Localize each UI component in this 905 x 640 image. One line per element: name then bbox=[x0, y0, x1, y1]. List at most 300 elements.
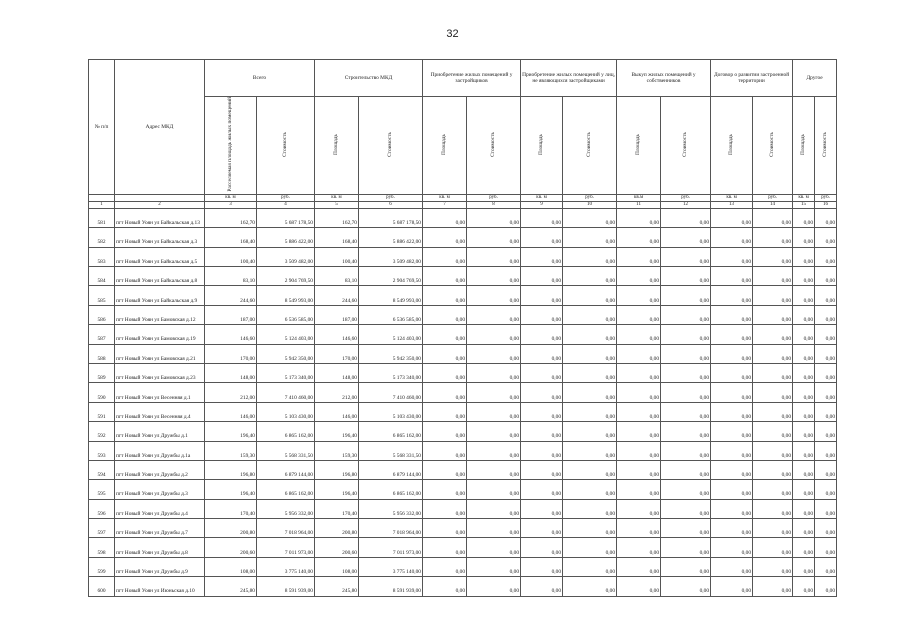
row-value: 0,00 bbox=[423, 247, 467, 266]
row-value: 0,00 bbox=[617, 441, 661, 460]
row-value: 200,80 bbox=[205, 519, 257, 538]
row-value: 6 536 585,00 bbox=[257, 305, 315, 324]
subheader-area bbox=[205, 97, 257, 195]
row-value: 0,00 bbox=[753, 286, 793, 305]
row-value: 212,00 bbox=[205, 383, 257, 402]
row-value: 0,00 bbox=[617, 383, 661, 402]
row-value: 0,00 bbox=[753, 519, 793, 538]
row-address: пгт Новый Уоян ул Байкальская д.8 bbox=[115, 266, 205, 285]
column-number: 4 bbox=[257, 201, 315, 208]
row-value: 0,00 bbox=[617, 519, 661, 538]
table-row bbox=[89, 286, 837, 305]
row-value: 6 879 144,00 bbox=[257, 460, 315, 479]
row-number: 583 bbox=[89, 247, 115, 266]
row-value: 170,00 bbox=[205, 344, 257, 363]
row-value: 0,00 bbox=[563, 499, 617, 518]
row-value: 0,00 bbox=[521, 402, 563, 421]
row-value: 0,00 bbox=[521, 363, 563, 382]
row-address: пгт Новый Уоян ул Дружбы д.4 bbox=[115, 499, 205, 518]
column-number: 3 bbox=[205, 201, 257, 208]
row-address: пгт Новый Уоян ул Бамовская д.12 bbox=[115, 305, 205, 324]
row-value: 0,00 bbox=[711, 499, 753, 518]
row-value: 0,00 bbox=[423, 480, 467, 499]
row-value: 0,00 bbox=[661, 363, 711, 382]
row-value: 0,00 bbox=[617, 344, 661, 363]
row-number: 592 bbox=[89, 422, 115, 441]
row-value: 0,00 bbox=[711, 538, 753, 557]
subheader-label: Площадь bbox=[538, 133, 545, 155]
subheader-cost bbox=[563, 97, 617, 195]
row-value: 0,00 bbox=[753, 460, 793, 479]
row-value: 0,00 bbox=[467, 305, 521, 324]
row-value: 148,00 bbox=[315, 363, 359, 382]
table-row bbox=[89, 519, 837, 538]
row-value: 0,00 bbox=[793, 266, 815, 285]
row-value: 0,00 bbox=[617, 305, 661, 324]
column-number: 8 bbox=[467, 201, 521, 208]
row-value: 0,00 bbox=[815, 480, 837, 499]
row-value: 0,00 bbox=[753, 325, 793, 344]
row-value: 244,60 bbox=[315, 286, 359, 305]
row-value: 8 549 993,00 bbox=[257, 286, 315, 305]
row-value: 170,40 bbox=[315, 499, 359, 518]
row-value: 0,00 bbox=[617, 480, 661, 499]
row-value: 0,00 bbox=[711, 441, 753, 460]
row-value: 0,00 bbox=[815, 402, 837, 421]
group-header-total: Всего bbox=[205, 60, 315, 97]
row-value: 7 410 460,00 bbox=[359, 383, 423, 402]
row-value: 0,00 bbox=[661, 460, 711, 479]
row-value: 0,00 bbox=[753, 208, 793, 227]
row-value: 0,00 bbox=[793, 286, 815, 305]
row-number: 595 bbox=[89, 480, 115, 499]
row-value: 2 904 769,50 bbox=[359, 266, 423, 285]
row-number: 588 bbox=[89, 344, 115, 363]
row-value: 0,00 bbox=[793, 344, 815, 363]
subheader-cost bbox=[359, 97, 423, 195]
row-value: 0,00 bbox=[563, 402, 617, 421]
row-value: 0,00 bbox=[521, 577, 563, 596]
row-value: 196,40 bbox=[205, 480, 257, 499]
row-value: 0,00 bbox=[815, 577, 837, 596]
column-number: 13 bbox=[711, 201, 753, 208]
row-value: 0,00 bbox=[423, 266, 467, 285]
row-value: 0,00 bbox=[793, 460, 815, 479]
table-row bbox=[89, 499, 837, 518]
row-value: 0,00 bbox=[793, 499, 815, 518]
page-number: 32 bbox=[446, 28, 459, 40]
row-address: пгт Новый Уоян ул Дружбы д.1 bbox=[115, 422, 205, 441]
row-value: 0,00 bbox=[467, 519, 521, 538]
row-value: 0,00 bbox=[423, 402, 467, 421]
row-value: 0,00 bbox=[815, 441, 837, 460]
subheader-label: Площадь bbox=[333, 133, 340, 155]
row-value: 5 956 332,00 bbox=[257, 499, 315, 518]
row-value: 200,60 bbox=[315, 538, 359, 557]
row-value: 5 886 422,00 bbox=[257, 228, 315, 247]
row-value: 0,00 bbox=[661, 344, 711, 363]
row-value: 0,00 bbox=[521, 499, 563, 518]
row-value: 146,00 bbox=[315, 402, 359, 421]
row-value: 196,40 bbox=[205, 422, 257, 441]
row-value: 0,00 bbox=[423, 557, 467, 576]
row-value: 0,00 bbox=[753, 363, 793, 382]
row-value: 0,00 bbox=[467, 402, 521, 421]
row-value: 0,00 bbox=[753, 228, 793, 247]
row-value: 0,00 bbox=[467, 577, 521, 596]
subheader-cost bbox=[257, 97, 315, 195]
row-value: 108,00 bbox=[315, 557, 359, 576]
row-value: 0,00 bbox=[521, 286, 563, 305]
row-value: 0,00 bbox=[793, 422, 815, 441]
row-value: 0,00 bbox=[661, 208, 711, 227]
row-value: 7 011 973,00 bbox=[257, 538, 315, 557]
row-value: 5 687 178,50 bbox=[257, 208, 315, 227]
table-row bbox=[89, 344, 837, 363]
row-number: 596 bbox=[89, 499, 115, 518]
subheader-label: Площадь bbox=[800, 133, 807, 155]
row-value: 0,00 bbox=[661, 422, 711, 441]
row-value: 0,00 bbox=[793, 402, 815, 421]
row-value: 5 568 331,50 bbox=[257, 441, 315, 460]
column-number: 12 bbox=[661, 201, 711, 208]
row-number: 584 bbox=[89, 266, 115, 285]
row-value: 0,00 bbox=[563, 441, 617, 460]
row-address: пгт Новый Уоян ул Байкальская д.13 bbox=[115, 208, 205, 227]
row-value: 0,00 bbox=[661, 577, 711, 596]
row-value: 196,80 bbox=[205, 460, 257, 479]
row-value: 200,80 bbox=[315, 519, 359, 538]
row-value: 0,00 bbox=[815, 208, 837, 227]
row-value: 0,00 bbox=[753, 344, 793, 363]
row-address: пгт Новый Уоян ул Дружбы д.1а bbox=[115, 441, 205, 460]
row-number: 589 bbox=[89, 363, 115, 382]
row-value: 0,00 bbox=[815, 247, 837, 266]
row-value: 0,00 bbox=[423, 208, 467, 227]
row-value: 5 124 403,00 bbox=[257, 325, 315, 344]
unit-label: руб. bbox=[257, 194, 315, 201]
row-value: 100,40 bbox=[315, 247, 359, 266]
unit-label: руб. bbox=[661, 194, 711, 201]
row-value: 0,00 bbox=[521, 441, 563, 460]
row-value: 8 549 993,00 bbox=[359, 286, 423, 305]
subheader-cost bbox=[815, 97, 837, 195]
group-header-purchase-non-developers: Приобретение жилых помещений у лиц, не являющихся застройщиками bbox=[521, 60, 617, 97]
row-value: 5 568 331,50 bbox=[359, 441, 423, 460]
subheader-label: Стоимость bbox=[490, 131, 497, 157]
row-value: 0,00 bbox=[521, 480, 563, 499]
row-value: 0,00 bbox=[563, 422, 617, 441]
row-value: 0,00 bbox=[793, 480, 815, 499]
row-value: 0,00 bbox=[711, 286, 753, 305]
row-value: 0,00 bbox=[793, 538, 815, 557]
row-number: 585 bbox=[89, 286, 115, 305]
row-number: 599 bbox=[89, 557, 115, 576]
row-number: 587 bbox=[89, 325, 115, 344]
unit-label: кв. м bbox=[793, 194, 815, 201]
row-value: 0,00 bbox=[711, 422, 753, 441]
row-value: 0,00 bbox=[617, 286, 661, 305]
row-value: 0,00 bbox=[617, 557, 661, 576]
row-value: 0,00 bbox=[423, 344, 467, 363]
subheader-label: Стоимость bbox=[387, 131, 394, 157]
row-value: 0,00 bbox=[815, 325, 837, 344]
row-value: 0,00 bbox=[793, 208, 815, 227]
unit-label: кв. м bbox=[423, 194, 467, 201]
unit-label: кв. м bbox=[315, 194, 359, 201]
column-number: 14 bbox=[753, 201, 793, 208]
row-value: 0,00 bbox=[661, 557, 711, 576]
row-value: 0,00 bbox=[563, 460, 617, 479]
table-row bbox=[89, 422, 837, 441]
row-value: 0,00 bbox=[521, 383, 563, 402]
subheader-label: Площадь bbox=[441, 133, 448, 155]
subheader-label: Стоимость bbox=[682, 131, 689, 157]
resettlement-table bbox=[88, 59, 837, 597]
row-value: 0,00 bbox=[793, 519, 815, 538]
row-value: 0,00 bbox=[467, 441, 521, 460]
row-value: 0,00 bbox=[661, 325, 711, 344]
row-address: пгт Новый Уоян ул Дружбы д.3 bbox=[115, 480, 205, 499]
row-value: 0,00 bbox=[423, 286, 467, 305]
row-value: 0,00 bbox=[467, 208, 521, 227]
row-address: пгт Новый Уоян ул Весенняя д.1 bbox=[115, 383, 205, 402]
row-value: 5 942 350,00 bbox=[257, 344, 315, 363]
row-value: 0,00 bbox=[563, 383, 617, 402]
row-value: 168,40 bbox=[205, 228, 257, 247]
row-value: 0,00 bbox=[711, 247, 753, 266]
table-row bbox=[89, 266, 837, 285]
row-value: 0,00 bbox=[467, 557, 521, 576]
unit-label: руб. bbox=[359, 194, 423, 201]
unit-label: кв.м bbox=[617, 194, 661, 201]
subheader-label: Площадь bbox=[728, 133, 735, 155]
row-address: пгт Новый Уоян ул Июньская д.10 bbox=[115, 577, 205, 596]
unit-label: кв. м bbox=[521, 194, 563, 201]
row-value: 0,00 bbox=[793, 305, 815, 324]
row-number: 597 bbox=[89, 519, 115, 538]
row-value: 7 011 973,00 bbox=[359, 538, 423, 557]
row-value: 0,00 bbox=[815, 538, 837, 557]
subheader-cost bbox=[467, 97, 521, 195]
row-value: 83,10 bbox=[205, 266, 257, 285]
row-value: 0,00 bbox=[711, 519, 753, 538]
row-value: 0,00 bbox=[521, 228, 563, 247]
unit-label: кв. м bbox=[205, 194, 257, 201]
row-value: 0,00 bbox=[521, 208, 563, 227]
row-value: 0,00 bbox=[467, 538, 521, 557]
row-value: 0,00 bbox=[661, 441, 711, 460]
row-value: 0,00 bbox=[423, 519, 467, 538]
row-value: 0,00 bbox=[423, 460, 467, 479]
row-value: 0,00 bbox=[563, 577, 617, 596]
row-value: 7 018 964,00 bbox=[257, 519, 315, 538]
subheader-area bbox=[711, 97, 753, 195]
row-value: 0,00 bbox=[423, 441, 467, 460]
row-value: 0,00 bbox=[711, 325, 753, 344]
row-value: 0,00 bbox=[661, 305, 711, 324]
table-row bbox=[89, 557, 837, 576]
row-value: 244,60 bbox=[205, 286, 257, 305]
row-value: 8 591 939,00 bbox=[257, 577, 315, 596]
row-value: 200,60 bbox=[205, 538, 257, 557]
row-address: пгт Новый Уоян ул Байкальская д.9 bbox=[115, 286, 205, 305]
group-header-purchase-developers: Приобретение жилых помещений у застройщиков bbox=[423, 60, 521, 97]
row-address: пгт Новый Уоян ул Байкальская д.3 bbox=[115, 228, 205, 247]
row-value: 245,80 bbox=[205, 577, 257, 596]
row-value: 0,00 bbox=[793, 383, 815, 402]
row-value: 0,00 bbox=[711, 363, 753, 382]
row-value: 0,00 bbox=[815, 305, 837, 324]
row-value: 83,10 bbox=[315, 266, 359, 285]
row-value: 0,00 bbox=[563, 228, 617, 247]
row-value: 0,00 bbox=[467, 499, 521, 518]
row-value: 0,00 bbox=[753, 499, 793, 518]
row-value: 0,00 bbox=[711, 460, 753, 479]
row-value: 0,00 bbox=[563, 266, 617, 285]
row-value: 0,00 bbox=[563, 344, 617, 363]
row-value: 0,00 bbox=[563, 519, 617, 538]
row-value: 0,00 bbox=[617, 208, 661, 227]
row-value: 0,00 bbox=[753, 577, 793, 596]
row-number: 590 bbox=[89, 383, 115, 402]
row-value: 0,00 bbox=[617, 422, 661, 441]
row-value: 6 865 162,00 bbox=[257, 480, 315, 499]
row-number: 586 bbox=[89, 305, 115, 324]
group-header-other: Другое bbox=[793, 60, 837, 97]
table-row bbox=[89, 383, 837, 402]
row-value: 0,00 bbox=[753, 480, 793, 499]
column-number: 10 bbox=[563, 201, 617, 208]
column-number: 15 bbox=[793, 201, 815, 208]
row-number: 582 bbox=[89, 228, 115, 247]
row-value: 3 775 140,00 bbox=[359, 557, 423, 576]
row-value: 0,00 bbox=[563, 247, 617, 266]
row-address: пгт Новый Уоян ул Дружбы д.7 bbox=[115, 519, 205, 538]
row-value: 108,00 bbox=[205, 557, 257, 576]
row-value: 0,00 bbox=[521, 325, 563, 344]
group-header-buyout-owners: Выкуп жилых помещений у собственников bbox=[617, 60, 711, 97]
row-value: 0,00 bbox=[661, 499, 711, 518]
row-value: 0,00 bbox=[815, 344, 837, 363]
row-value: 196,40 bbox=[315, 480, 359, 499]
row-value: 0,00 bbox=[617, 363, 661, 382]
row-number: 593 bbox=[89, 441, 115, 460]
row-value: 0,00 bbox=[467, 325, 521, 344]
table-row bbox=[89, 441, 837, 460]
row-number: 598 bbox=[89, 538, 115, 557]
row-value: 0,00 bbox=[617, 228, 661, 247]
row-value: 187,00 bbox=[315, 305, 359, 324]
table-row bbox=[89, 460, 837, 479]
row-value: 0,00 bbox=[563, 538, 617, 557]
row-value: 0,00 bbox=[617, 325, 661, 344]
table-row bbox=[89, 480, 837, 499]
subheader-area bbox=[793, 97, 815, 195]
row-value: 0,00 bbox=[711, 402, 753, 421]
row-value: 162,70 bbox=[315, 208, 359, 227]
row-value: 0,00 bbox=[423, 363, 467, 382]
row-value: 0,00 bbox=[711, 208, 753, 227]
row-value: 0,00 bbox=[467, 460, 521, 479]
row-number: 594 bbox=[89, 460, 115, 479]
row-value: 100,40 bbox=[205, 247, 257, 266]
row-value: 0,00 bbox=[661, 286, 711, 305]
row-value: 7 018 964,00 bbox=[359, 519, 423, 538]
row-address: пгт Новый Уоян ул Бамовская д.21 bbox=[115, 344, 205, 363]
row-value: 0,00 bbox=[467, 383, 521, 402]
row-value: 6 865 162,00 bbox=[257, 422, 315, 441]
row-value: 0,00 bbox=[617, 460, 661, 479]
row-value: 0,00 bbox=[521, 538, 563, 557]
row-value: 0,00 bbox=[563, 286, 617, 305]
row-value: 0,00 bbox=[467, 422, 521, 441]
table-row bbox=[89, 247, 837, 266]
table-row bbox=[89, 208, 837, 227]
row-value: 0,00 bbox=[617, 577, 661, 596]
row-value: 0,00 bbox=[423, 383, 467, 402]
column-number: 5 bbox=[315, 201, 359, 208]
table-row bbox=[89, 577, 837, 596]
column-number: 2 bbox=[115, 201, 205, 208]
unit-label: кв. м bbox=[711, 194, 753, 201]
row-value: 0,00 bbox=[423, 228, 467, 247]
row-value: 5 103 430,00 bbox=[257, 402, 315, 421]
row-value: 0,00 bbox=[521, 557, 563, 576]
row-value: 159,30 bbox=[205, 441, 257, 460]
header-address: Адрес МКД bbox=[115, 60, 205, 195]
row-value: 0,00 bbox=[467, 344, 521, 363]
row-value: 0,00 bbox=[711, 228, 753, 247]
row-value: 146,60 bbox=[205, 325, 257, 344]
column-number: 1 bbox=[89, 201, 115, 208]
row-value: 0,00 bbox=[815, 499, 837, 518]
row-value: 0,00 bbox=[423, 325, 467, 344]
row-value: 0,00 bbox=[711, 344, 753, 363]
column-number: 9 bbox=[521, 201, 563, 208]
column-number: 16 bbox=[815, 201, 837, 208]
row-value: 212,00 bbox=[315, 383, 359, 402]
row-value: 7 410 460,00 bbox=[257, 383, 315, 402]
table-row bbox=[89, 402, 837, 421]
row-address: пгт Новый Уоян ул Весенняя д.4 bbox=[115, 402, 205, 421]
row-value: 0,00 bbox=[423, 499, 467, 518]
row-value: 159,30 bbox=[315, 441, 359, 460]
row-value: 0,00 bbox=[661, 228, 711, 247]
row-value: 0,00 bbox=[521, 460, 563, 479]
row-value: 0,00 bbox=[711, 266, 753, 285]
row-value: 0,00 bbox=[793, 577, 815, 596]
row-value: 0,00 bbox=[711, 577, 753, 596]
row-value: 0,00 bbox=[793, 441, 815, 460]
unit-label: руб. bbox=[815, 194, 837, 201]
row-value: 5 942 350,00 bbox=[359, 344, 423, 363]
row-value: 0,00 bbox=[521, 344, 563, 363]
row-value: 0,00 bbox=[793, 363, 815, 382]
row-value: 3 775 140,00 bbox=[257, 557, 315, 576]
table-row bbox=[89, 538, 837, 557]
row-value: 0,00 bbox=[753, 538, 793, 557]
row-value: 0,00 bbox=[563, 557, 617, 576]
table-row bbox=[89, 228, 837, 247]
row-value: 0,00 bbox=[617, 499, 661, 518]
row-value: 0,00 bbox=[467, 228, 521, 247]
row-value: 0,00 bbox=[711, 480, 753, 499]
subheader-area bbox=[315, 97, 359, 195]
units-empty bbox=[89, 194, 115, 201]
row-value: 0,00 bbox=[753, 402, 793, 421]
row-value: 0,00 bbox=[617, 247, 661, 266]
